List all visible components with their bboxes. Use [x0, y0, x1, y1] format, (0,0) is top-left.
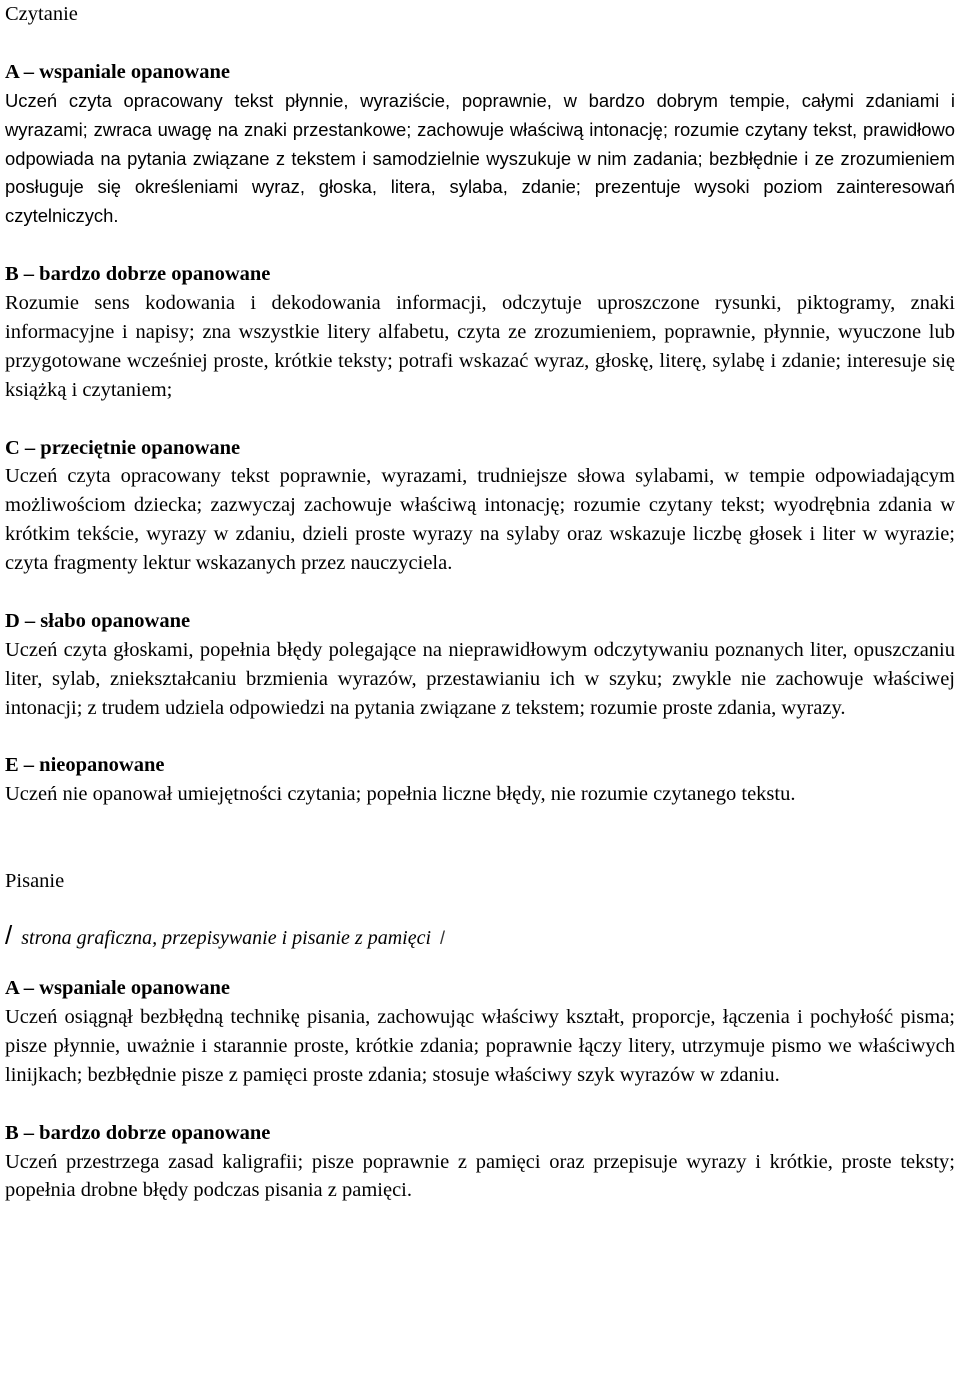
reading-grade-d-text: Uczeń czyta głoskami, popełnia błędy polegające na nieprawidłowym odczytywaniu poznanych liter, opuszczaniu liter, sylab, zniekształcaniu brzmienia wyrazów, przestawianiu ich w szyku; zwykle nie zachowuje właściwej intonacji; z trudem udziela odpowiedzi na pytania związane z tekstem; rozumie proste zdania, wyrazy.	[5, 638, 955, 719]
writing-grade-a-title: A – wspaniale opanowane	[5, 977, 230, 1000]
document-page	[5, 0, 955, 1205]
reading-grade-a-text: Uczeń czyta opracowany tekst płynnie, wyraziście, poprawnie, w bardzo dobrym tempie, całymi zdaniami i wyrazami; zwraca uwagę na znaki przestankowe; zachowuje właściwą intonację; rozumie czytany tekst, prawidłowo odpowiada na pytania związane z tekstem i samodzielnie wyszukuje w nim zadania; bezbłędnie i ze zrozumieniem posługuje się określeniami wyraz, głoska, litera, sylaba, zdanie; prezentuje wysoki poziom zainteresowań czytelniczych.	[5, 89, 955, 227]
reading-grade-d	[5, 607, 955, 723]
reading-grade-a	[5, 58, 955, 231]
reading-grade-c-title: C – przeciętnie opanowane	[5, 436, 241, 459]
subtitle-slash-close: /	[440, 928, 446, 949]
subtitle-slash-open: /	[5, 920, 13, 951]
reading-grade-a-title: A – wspaniale opanowane	[5, 60, 230, 83]
writing-heading: Pisanie	[5, 870, 65, 893]
reading-grade-e-text: Uczeń nie opanował umiejętności czytania; popełnia liczne błędy, nie rozumie czytanego tekstu.	[5, 783, 796, 806]
writing-grade-b-text: Uczeń przestrzega zasad kaligrafii; pisze poprawnie z pamięci oraz przepisuje wyrazy i krótkie, proste teksty; popełnia drobne błędy podczas pisania z pamięci.	[5, 1150, 955, 1202]
reading-grade-c	[5, 434, 955, 579]
reading-grade-e-title: E – nieopanowane	[5, 754, 165, 777]
reading-heading: Czytanie	[5, 3, 78, 25]
writing-grade-a-text: Uczeń osiągnął bezbłędną technikę pisania, zachowując właściwy kształt, proporcje, łączenia i pochyłość pisma; pisze płynnie, uważnie i starannie proste, krótkie zdania; poprawnie łączy litery, utrzymuje pismo we właściwych linijkach; bezbłędnie pisze z pamięci proste zdania; stosuje właściwy szyk wyrazów w zdaniu.	[5, 1006, 955, 1086]
writing-grade-b	[5, 1119, 955, 1206]
reading-grade-b-text: Rozumie sens kodowania i dekodowania informacji, odczytuje uproszczone rysunki, piktogramy, znaki informacyjne i napisy; zna wszystkie litery alfabetu, czyta ze zrozumieniem, poprawnie, płynnie, wyuczone lub przygotowane wcześniej proste, krótkie teksty; potrafi wskazać wyraz, głoskę, literę, sylabę i zdanie; interesuje się książką i czytaniem;	[5, 292, 955, 401]
writing-subtitle	[5, 921, 955, 953]
reading-grade-d-title: D – słabo opanowane	[5, 609, 191, 632]
writing-subtitle-text: strona graficzna, przepisywanie i pisanie z pamięci	[21, 927, 432, 950]
writing-grade-b-title: B – bardzo dobrze opanowane	[5, 1121, 271, 1144]
reading-grade-b	[5, 260, 955, 405]
reading-grade-e	[5, 751, 955, 809]
reading-grade-c-text: Uczeń czyta opracowany tekst poprawnie, wyrazami, trudniejsze słowa sylabami, w tempie odpowiadającym możliwościom dziecka; zazwyczaj zachowuje właściwą intonację; rozumie czytany tekst; wyodrębnia zdania w krótkim tekście, wyrazy w zdaniu, dzieli proste wyrazy na sylaby oraz wskazuje liczbę głosek i liter w wyrazie; czyta fragmenty lektur wskazanych przez nauczyciela.	[5, 465, 955, 575]
reading-grade-b-title: B – bardzo dobrze opanowane	[5, 263, 271, 286]
writing-grade-a	[5, 974, 955, 1090]
